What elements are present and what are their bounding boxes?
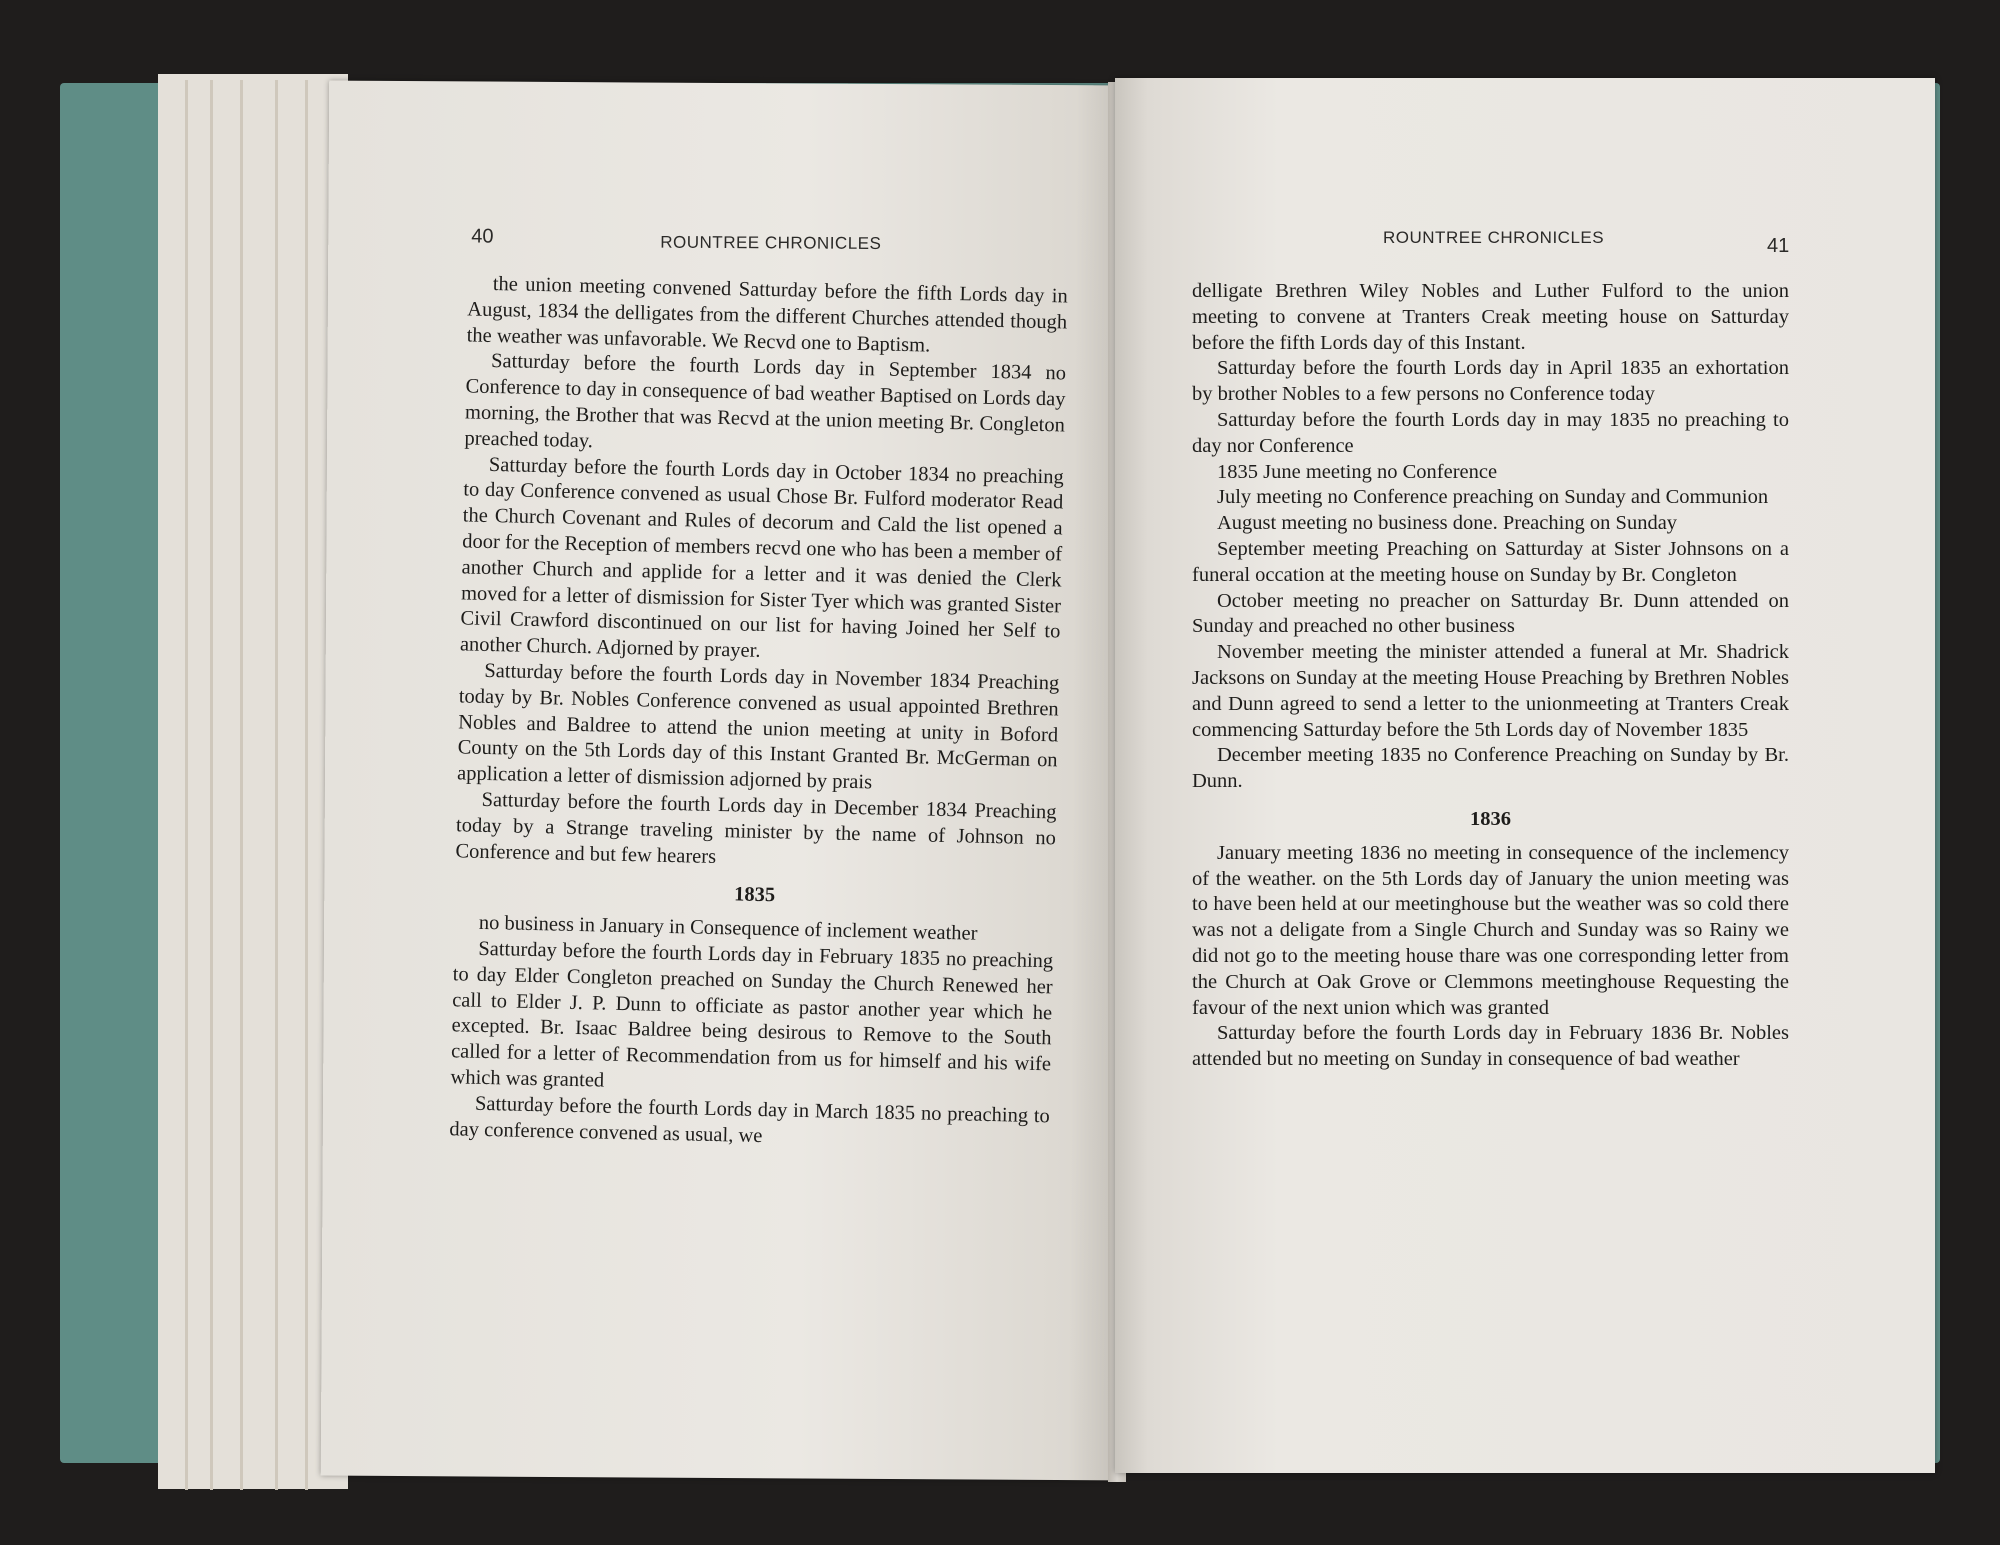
page-edge-line [210,80,213,1490]
page-number-left: 40 [471,225,494,248]
paragraph: July meeting no Conference preaching on Sunday and Communion [1217,486,1769,509]
paragraph: 1835 June meeting no Conference [1217,460,1498,483]
page-edge-line [240,80,243,1490]
paragraph: delligate Brethren Wiley Nobles and Luther Fulford to the union meeting to convene at Tranters Creak meeting house on Satturday before the fifth Lords day of this Instant. [1192,280,1789,354]
page-number-right: 41 [1767,235,1790,257]
paragraph: Satturday before the fourth Lords day in February 1835 no preaching to day Elder Congleton preached on Sunday the Church Renewed her call to Elder J. P. Dunn to officiate as pastor another year which he excepted. Br. Isaac Baldree being desirous to Remove to the South called for a letter of Recommendation from us for himself and his wife which was granted [450,937,1054,1092]
paragraph: Satturday before the fourth Lords day in October 1834 no preaching to day Conference convened as usual Chose Br. Fulford moderator Read the Church Covenant and Rules of decorum and Cald the list opened a door for the Reception of members recvd one who has been a member of another Church and applide for a letter and it was denied the Clerk moved for a letter of dismission for Sister Tyer which was granted Sister Civil Crawford discontinued on our list for having Joined her Self to another Church. Adjorned by prayer. [459,453,1065,663]
paragraph: Satturday before the fourth Lords day in March 1835 no preaching to day conference convened as usual, we [449,1092,1051,1147]
running-head-right: ROUNTREE CHRONICLES [1383,228,1605,247]
paragraph: Satturday before the fourth Lords day in December 1834 Preaching today by a Strange traveling minister by the name of Johnson no Conference and but few hearers [455,788,1057,868]
paragraph: December meeting 1835 no Conference Preaching on Sunday by Br. Dunn. [1192,744,1789,793]
paragraph: Satturday before the fourth Lords day in April 1835 an exhortation by brother Nobles to a few persons no Conference today [1192,357,1789,406]
paragraph: no business in January in Consequence of inclement weather [478,911,978,945]
paragraph: Satturday before the fourth Lords day in September 1834 no Conference to day in consequence of bad weather Baptised on Lords day morning, the Brother that was Recvd at the union meeting Br. Congleton preached today. [464,350,1067,452]
running-head-left: ROUNTREE CHRONICLES [660,232,882,253]
paragraph: September meeting Preaching on Satturday at Sister Johnsons on a funeral occation at the meeting house on Sunday by Br. Congleton [1192,537,1789,586]
paragraph: Satturday before the fourth Lords day in November 1834 Preaching today by Br. Nobles Conference convened as usual appointed Brethren Nobles and Baldree to attend the union meeting at unity in Boford County on the 5th Lords day of this Instant Granted Br. McGerman on application a letter of dismission adjorned by prais [456,659,1060,794]
paragraph: November meeting the minister attended a funeral at Mr. Shadrick Jacksons on Sunday at the meeting House Preaching by Brethren Nobles and Dunn agreed to send a letter to the unionmeeting at Tranters Creak commencing Satturday before the 5th Lords day of November 1835 [1192,641,1789,741]
paragraph: January meeting 1836 no meeting in consequence of the inclemency of the weather. on the 5th Lords day of January the union meeting was to have been held at our meetinghouse but the weather was so cold there was not a deligate from a Single Church and Sunday was so Rainy we did not go to the meeting house thare was one corresponding letter from the Church at Oak Grove or Clemmons meetinghouse Requesting the favour of the next union which was granted [1192,841,1789,1019]
right-page [1115,78,1935,1473]
year-heading: 1836 [1470,807,1511,830]
paragraph: October meeting no preacher on Satturday Br. Dunn attended on Sunday and preached no other business [1192,589,1789,638]
left-page [321,81,1125,1481]
page-edge-line [185,80,188,1490]
paragraph: Satturday before the fourth Lords day in February 1836 Br. Nobles attended but no meeting on Sunday in consequence of bad weather [1192,1022,1789,1071]
year-heading: 1835 [733,883,776,907]
page-edge-line [275,80,278,1490]
paragraph: the union meeting convened Satturday before the fifth Lords day in August, 1834 the delligates from the different Churches attended though the weather was unfavorable. We Recvd one to Baptism. [466,272,1068,357]
left-text-column [449,271,1068,1155]
right-text-column [1192,279,1789,1073]
paragraph: August meeting no business done. Preaching on Sunday [1217,512,1678,535]
paragraph: Satturday before the fourth Lords day in may 1835 no preaching to day nor Conference [1192,408,1789,457]
page-edge-line [305,80,308,1490]
